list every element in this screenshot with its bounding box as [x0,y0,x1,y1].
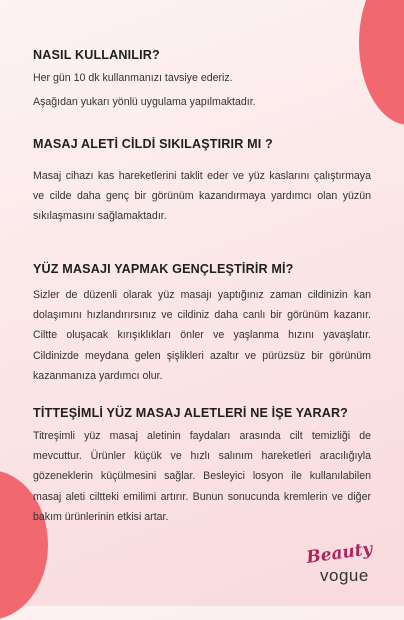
section-text-how-to-use-line1: Her gün 10 dk kullanmanızı tavsiye ederiz. [33,72,233,84]
section-title-vibrating-tools: TİTTEŞİMLİ YÜZ MASAJ ALETLERİ NE İŞE YARAR? [33,406,349,420]
section-text-vibrating-tools: Titreşimli yüz masaj aletinin faydaları arasında cilt temizliği de mevcuttur. Ürünler küçük ve hızlı salınım hareketleri aracılığıyla gözeneklerin küçülmesini sağlar. Besleyici losyon ile kullanılabilen masaj aleti ciltteki emilimi artırır. Bunun sonucunda kremlerin ve diğer bakım ürünlerinin etkisi artar. [33,430,371,523]
section-title-rejuvenation: YÜZ MASAJI YAPMAK GENÇLEŞTİRİR Mİ? [33,262,294,276]
brand-logo-beauty: Beauty [305,538,374,568]
section-title-how-to-use: NASIL KULLANILIR? [33,48,160,62]
brand-logo [304,538,396,592]
brand-logo-vogue: vogue [320,566,369,585]
section-text-rejuvenation: Sizler de düzenli olarak yüz masajı yaptığınız zaman cildinizin kan dolaşımını hızlandırırsınız ve cildiniz daha canlı bir görünüm kazanır. Ciltte oluşacak kırışıklıkları önler ve yaşlanma hızını yavaşlatır. Cildinizde meydana gelen şişlikleri azaltır ve pürüzsüz bir görünüm kazanmanıza yardımcı olur. [33,289,371,382]
section-text-how-to-use-line2: Aşağıdan yukarı yönlü uygulama yapılmaktadır. [33,96,256,108]
section-title-firming: MASAJ ALETİ CİLDİ SIKILAŞTIRIR MI ? [33,137,273,151]
section-text-firming: Masaj cihazı kas hareketlerini taklit eder ve yüz kaslarını çalıştırmaya ve cilde daha genç bir görünüm kazandırmaya yardımcı olan yüzün sıkılaşmasını sağlamaktadır. [33,170,371,223]
